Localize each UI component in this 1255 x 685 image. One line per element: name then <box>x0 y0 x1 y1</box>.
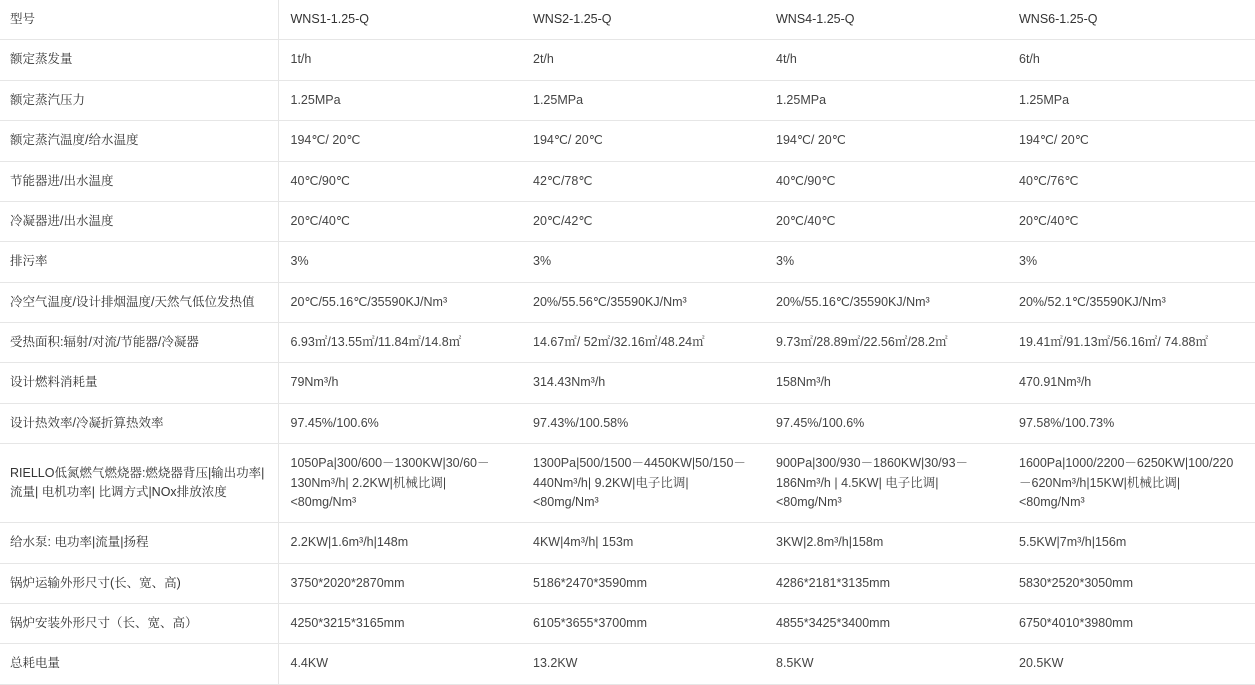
row-value: 1.25MPa <box>278 80 521 120</box>
row-label: 受热面积:辐射/对流/节能器/冷凝器 <box>0 323 278 363</box>
table-header-row <box>0 0 1255 40</box>
table-row <box>0 563 1255 603</box>
row-value: 20℃/40℃ <box>1007 201 1255 241</box>
row-label: 冷空气温度/设计排烟温度/天然气低位发热值 <box>0 282 278 322</box>
table-row <box>0 604 1255 644</box>
row-value: 1.25MPa <box>521 80 764 120</box>
row-label: 给水泵: 电功率|流量|扬程 <box>0 523 278 563</box>
row-value: 314.43Nm³/h <box>521 363 764 403</box>
row-label: 额定蒸汽温度/给水温度 <box>0 121 278 161</box>
table-row <box>0 323 1255 363</box>
row-label: 总耗电量 <box>0 644 278 684</box>
row-value: 6105*3655*3700mm <box>521 604 764 644</box>
row-value: 79Nm³/h <box>278 363 521 403</box>
row-value: 40℃/76℃ <box>1007 161 1255 201</box>
table-row <box>0 282 1255 322</box>
header-model-cell-1: WNS1-1.25-Q <box>278 0 521 40</box>
row-value: 8.5KW <box>764 644 1007 684</box>
header-model-cell-3: WNS4-1.25-Q <box>764 0 1007 40</box>
row-label: 设计燃料消耗量 <box>0 363 278 403</box>
header-model-cell-4: WNS6-1.25-Q <box>1007 0 1255 40</box>
row-value: 13.2KW <box>521 644 764 684</box>
row-value: 5830*2520*3050mm <box>1007 563 1255 603</box>
row-value: 194℃/ 20℃ <box>278 121 521 161</box>
row-value: 4t/h <box>764 40 1007 80</box>
row-label: 额定蒸汽压力 <box>0 80 278 120</box>
row-value: 5.5KW|7m³/h|156m <box>1007 523 1255 563</box>
row-value: 97.45%/100.6% <box>278 403 521 443</box>
row-value: 3750*2020*2870mm <box>278 563 521 603</box>
row-value: 20.5KW <box>1007 644 1255 684</box>
row-value: 900Pa|300/930－1860KW|30/93－186Nm³/h | 4.5KW| 电子比调|<80mg/Nm³ <box>764 444 1007 523</box>
row-label: RIELLO低氮燃气燃烧器:燃烧器背压|输出功率|流量| 电机功率| 比调方式|NOx排放浓度 <box>0 444 278 523</box>
row-label: 节能器进/出水温度 <box>0 161 278 201</box>
row-value: 2t/h <box>521 40 764 80</box>
table-row <box>0 242 1255 282</box>
row-value: 1300Pa|500/1500－4450KW|50/150－440Nm³/h| 9.2KW|电子比调| <80mg/Nm³ <box>521 444 764 523</box>
row-value: 20℃/40℃ <box>764 201 1007 241</box>
row-label: 排污率 <box>0 242 278 282</box>
row-value: 20%/55.56℃/35590KJ/Nm³ <box>521 282 764 322</box>
row-label: 锅炉运输外形尺寸(长、宽、高) <box>0 563 278 603</box>
row-value: 1.25MPa <box>764 80 1007 120</box>
row-value: 4286*2181*3135mm <box>764 563 1007 603</box>
row-value: 1050Pa|300/600－1300KW|30/60－130Nm³/h| 2.2KW|机械比调| <80mg/Nm³ <box>278 444 521 523</box>
header-label-cell: 型号 <box>0 0 278 40</box>
table-row <box>0 644 1255 684</box>
row-label: 设计热效率/冷凝折算热效率 <box>0 403 278 443</box>
row-value: 3% <box>521 242 764 282</box>
row-value: 3% <box>1007 242 1255 282</box>
row-label: 锅炉安装外形尺寸（长、宽、高） <box>0 604 278 644</box>
table-row <box>0 403 1255 443</box>
row-value: 194℃/ 20℃ <box>1007 121 1255 161</box>
row-value: 3% <box>278 242 521 282</box>
row-value: 97.58%/100.73% <box>1007 403 1255 443</box>
row-value: 1600Pa|1000/2200－6250KW|100/220－620Nm³/h|15KW|机械比调| <80mg/Nm³ <box>1007 444 1255 523</box>
row-value: 2.2KW|1.6m³/h|148m <box>278 523 521 563</box>
table-row <box>0 201 1255 241</box>
row-label: 冷凝器进/出水温度 <box>0 201 278 241</box>
table-row <box>0 444 1255 523</box>
row-value: 4KW|4m³/h| 153m <box>521 523 764 563</box>
row-value: 4250*3215*3165mm <box>278 604 521 644</box>
row-value: 158Nm³/h <box>764 363 1007 403</box>
row-value: 40℃/90℃ <box>764 161 1007 201</box>
row-value: 20℃/55.16℃/35590KJ/Nm³ <box>278 282 521 322</box>
row-value: 3% <box>764 242 1007 282</box>
row-value: 20%/52.1℃/35590KJ/Nm³ <box>1007 282 1255 322</box>
row-value: 20℃/40℃ <box>278 201 521 241</box>
row-value: 6750*4010*3980mm <box>1007 604 1255 644</box>
row-value: 97.43%/100.58% <box>521 403 764 443</box>
row-value: 20℃/42℃ <box>521 201 764 241</box>
row-value: 19.41㎡/91.13㎡/56.16㎡/ 74.88㎡ <box>1007 323 1255 363</box>
row-value: 4855*3425*3400mm <box>764 604 1007 644</box>
table-row <box>0 40 1255 80</box>
row-value: 1.25MPa <box>1007 80 1255 120</box>
row-value: 42℃/78℃ <box>521 161 764 201</box>
table-row <box>0 161 1255 201</box>
row-value: 3KW|2.8m³/h|158m <box>764 523 1007 563</box>
row-value: 470.91Nm³/h <box>1007 363 1255 403</box>
row-value: 9.73㎡/28.89㎡/22.56㎡/28.2㎡ <box>764 323 1007 363</box>
row-value: 14.67㎡/ 52㎡/32.16㎡/48.24㎡ <box>521 323 764 363</box>
table-row <box>0 80 1255 120</box>
row-value: 6.93㎡/13.55㎡/11.84㎡/14.8㎡ <box>278 323 521 363</box>
table-row <box>0 363 1255 403</box>
table-row <box>0 121 1255 161</box>
row-value: 6t/h <box>1007 40 1255 80</box>
row-value: 97.45%/100.6% <box>764 403 1007 443</box>
row-value: 20%/55.16℃/35590KJ/Nm³ <box>764 282 1007 322</box>
row-value: 194℃/ 20℃ <box>764 121 1007 161</box>
row-value: 194℃/ 20℃ <box>521 121 764 161</box>
header-model-cell-2: WNS2-1.25-Q <box>521 0 764 40</box>
row-value: 4.4KW <box>278 644 521 684</box>
row-value: 5186*2470*3590mm <box>521 563 764 603</box>
row-value: 40℃/90℃ <box>278 161 521 201</box>
row-value: 1t/h <box>278 40 521 80</box>
row-label: 额定蒸发量 <box>0 40 278 80</box>
table-row <box>0 523 1255 563</box>
